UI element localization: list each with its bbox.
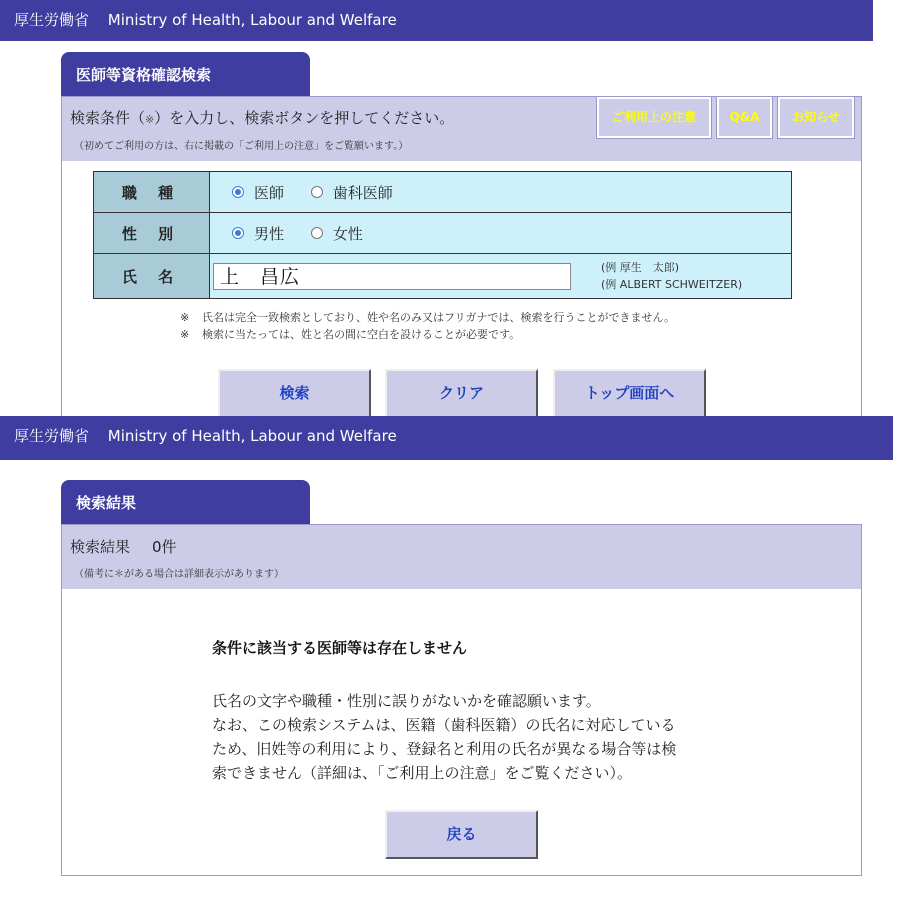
radio-physician[interactable]: 医師: [232, 182, 284, 203]
note-line: ※ 検索に当たっては、姓と名の間に空白を設けることが必要です。: [180, 328, 521, 341]
site-header: [0, 0, 873, 41]
ministry-name-en: Ministry of Health, Labour and Welfare: [107, 427, 397, 445]
gender-label: 性 別: [94, 213, 210, 254]
results-count: 0件: [152, 538, 177, 556]
search-form-table: [93, 171, 792, 299]
search-instructions: 検索条件（※）を入力し、検索ボタンを押してください。: [70, 109, 455, 127]
search-panel-header: [62, 97, 861, 161]
no-results-message: 氏名の文字や職種・性別に誤りがないかを確認願います。 なお、この検索システムは、医籍（歯科医籍）の氏名に対応している ため、旧姓等の利用により、登録名と利用の氏名が異なる場合等は検 索できません（詳細は、「ご利用上の注意」をご覧ください）。: [212, 692, 677, 782]
results-screen: [0, 416, 904, 908]
ministry-name-ja: 厚生労働省: [14, 427, 90, 445]
no-results-heading: 条件に該当する医師等は存在しません: [212, 639, 468, 657]
results-summary: 検索結果 0件: [70, 538, 177, 556]
news-button[interactable]: お知らせ: [778, 97, 854, 138]
search-notes: [180, 309, 675, 343]
radio-selected-icon[interactable]: [232, 227, 244, 239]
occupation-label: 職 種: [94, 172, 210, 213]
occupation-row: [94, 172, 792, 213]
name-input[interactable]: 上 昌広: [213, 263, 571, 290]
site-header: [0, 416, 893, 460]
radio-unselected-icon[interactable]: [311, 186, 323, 198]
radio-male[interactable]: 男性: [232, 223, 284, 244]
search-screen: [0, 0, 904, 416]
name-examples: (例 厚生 太郎) (例 ALBERT SCHWEITZER): [601, 261, 743, 291]
first-time-note: （初めてご利用の方は、右に掲載の「ご利用上の注意」をご覧願います。）: [74, 141, 409, 152]
radio-female[interactable]: 女性: [311, 223, 363, 244]
clear-button[interactable]: クリア: [385, 369, 538, 416]
search-panel: [61, 96, 862, 416]
top-page-button[interactable]: トップ画面へ: [553, 369, 706, 416]
results-subnote: （備考に＊がある場合は詳細表示があります）: [74, 569, 284, 580]
ministry-name-ja: 厚生労働省: [14, 11, 90, 29]
radio-unselected-icon[interactable]: [311, 227, 323, 239]
usage-notes-button[interactable]: ご利用上の注意: [597, 97, 711, 138]
results-panel-header: [62, 525, 861, 589]
results-panel: [61, 524, 862, 876]
search-button[interactable]: 検索: [218, 369, 371, 416]
name-row: [94, 254, 792, 299]
page-title-tab: 医師等資格確認検索: [61, 52, 310, 96]
page-title-tab: 検索結果: [61, 480, 310, 524]
qa-button[interactable]: Q&A: [717, 97, 772, 138]
gender-row: [94, 213, 792, 254]
note-line: ※ 氏名は完全一致検索としており、姓や名のみ又はフリガナでは、検索を行うことができません。: [180, 311, 676, 324]
radio-dentist[interactable]: 歯科医師: [311, 182, 393, 203]
ministry-name-en: Ministry of Health, Labour and Welfare: [107, 11, 397, 29]
name-label: 氏 名: [94, 254, 210, 299]
radio-selected-icon[interactable]: [232, 186, 244, 198]
back-button[interactable]: 戻る: [385, 810, 538, 859]
